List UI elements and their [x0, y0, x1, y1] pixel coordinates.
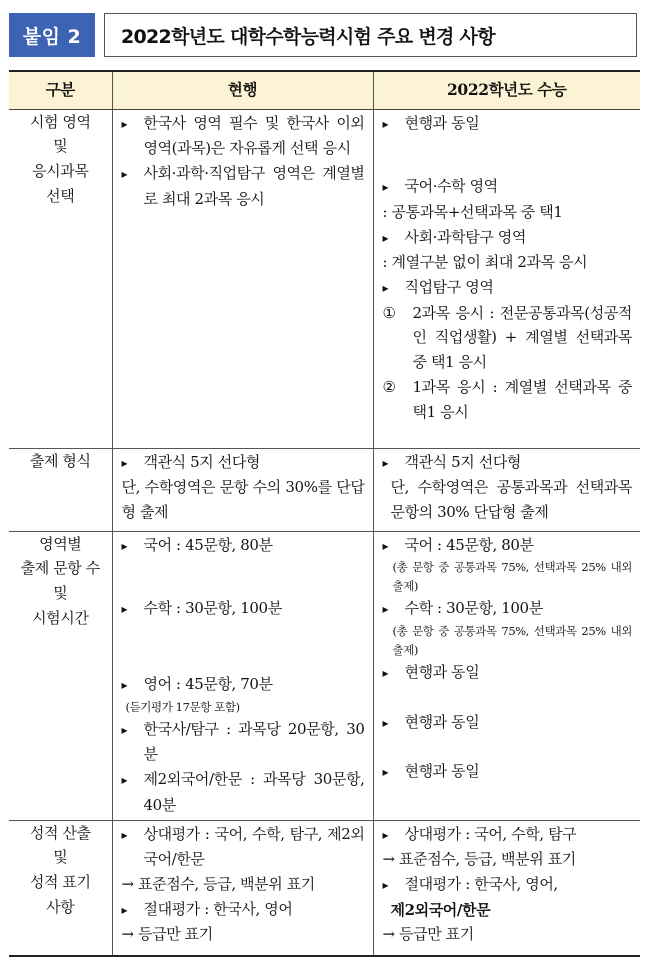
table-row: [9, 109, 640, 448]
bullet-item: ▸ 현행과 동일: [383, 710, 633, 736]
note-text: (듣기평가 17문항 포함): [125, 699, 240, 714]
table-row: [9, 531, 640, 820]
bullet-item: ▸ 객관식 5지 선다형: [383, 450, 633, 476]
current-cell: [112, 448, 373, 531]
detail-text: → 표준점수, 등급, 백분위 표기: [121, 874, 315, 893]
title-bar: [9, 13, 637, 57]
detail-text: 단, 수학영역은 공통과목과 선택과목 문항의 30% 단답형 출제: [390, 478, 632, 521]
bullet-item: ▸ 수학 : 30문항, 100분: [383, 596, 633, 622]
bullet-item: ▸ 사회·과학·직업탐구 영역은 계열별로 최대 2과목 응시: [122, 161, 365, 211]
bullet-item: ▸ 한국사 영역 필수 및 한국사 이외 영역(과목)은 자유롭게 선택 응시: [122, 111, 365, 161]
bullet-item: ▸ 국어·수학 영역: [383, 174, 633, 200]
bullet-item: ▸ 수학 : 30문항, 100분: [122, 596, 365, 622]
header-category: 구분: [9, 71, 112, 109]
note-text: (총 문항 중 공통과목 75%, 선택과목 25% 내외 출제): [392, 560, 632, 594]
bold-detail-text: 제2외국어/한문: [390, 900, 491, 919]
bullet-item: ▸ 객관식 5지 선다형: [122, 450, 365, 476]
bullet-item: ▸ 한국사/탐구 : 과목당 20문항, 30분: [122, 717, 365, 767]
header-current: 현행: [112, 71, 373, 109]
table-header-row: [9, 71, 640, 109]
numbered-item: ① 2과목 응시 : 전문공통과목(성공적인 직업생활) + 계열별 선택과목 중 택1 응시: [382, 303, 632, 372]
new-cell: [373, 531, 640, 820]
bullet-item: ▸ 직업탐구 영역: [383, 275, 633, 301]
page-title: 2022학년도 대학수학능력시험 주요 변경 사항: [104, 13, 637, 57]
bullet-item: ▸ 영어 : 45문항, 70분: [122, 672, 365, 698]
header-2022: 2022학년도 수능: [373, 71, 640, 109]
attachment-tag: 붙임 2: [9, 13, 95, 57]
note-text: (총 문항 중 공통과목 75%, 선택과목 25% 내외 출제): [392, 623, 632, 657]
bullet-item: ▸ 국어 : 45문항, 80분: [383, 533, 633, 559]
detail-text: → 표준점수, 등급, 백분위 표기: [382, 850, 576, 869]
current-cell: [112, 531, 373, 820]
table-row: [9, 820, 640, 956]
bullet-item: ▸ 절대평가 : 한국사, 영어: [122, 897, 365, 923]
numbered-item: ② 1과목 응시 : 계열별 선택과목 중 택1 응시: [382, 377, 632, 421]
new-cell: [373, 109, 640, 448]
bullet-item: ▸ 현행과 동일: [383, 111, 633, 137]
detail-text: → 등급만 표기: [382, 925, 474, 944]
bullet-item: ▸ 사회·과학탐구 영역: [383, 225, 633, 251]
row-label: 출제 형식: [9, 448, 112, 531]
detail-text: : 계열구분 없이 최대 2과목 응시: [382, 253, 588, 272]
new-cell: [373, 448, 640, 531]
bullet-item: ▸ 상대평가 : 국어, 수학, 탐구: [383, 822, 633, 848]
bullet-item: ▸ 절대평가 : 한국사, 영어,: [383, 872, 633, 898]
table-row: [9, 448, 640, 531]
row-label: 영역별 출제 문항 수 및 시험시간: [9, 531, 112, 820]
row-label: 성적 산출 및 성적 표기 사항: [9, 820, 112, 956]
detail-text: 단, 수학영역은 문항 수의 30%를 단답형 출제: [121, 478, 365, 521]
bullet-item: ▸ 상대평가 : 국어, 수학, 탐구, 제2외국어/한문: [122, 822, 365, 872]
bullet-item: ▸ 제2외국어/한문 : 과목당 30문항, 40분: [122, 767, 365, 817]
bullet-item: ▸ 현행과 동일: [383, 660, 633, 686]
bullet-item: ▸ 국어 : 45문항, 80분: [122, 533, 365, 559]
detail-text: → 등급만 표기: [121, 925, 213, 944]
current-cell: [112, 109, 373, 448]
bullet-item: ▸ 현행과 동일: [383, 759, 633, 785]
row-label: 시험 영역 및 응시과목 선택: [9, 109, 112, 448]
detail-text: : 공통과목+선택과목 중 택1: [382, 202, 563, 221]
new-cell: [373, 820, 640, 956]
changes-table: [9, 70, 640, 957]
current-cell: [112, 820, 373, 956]
